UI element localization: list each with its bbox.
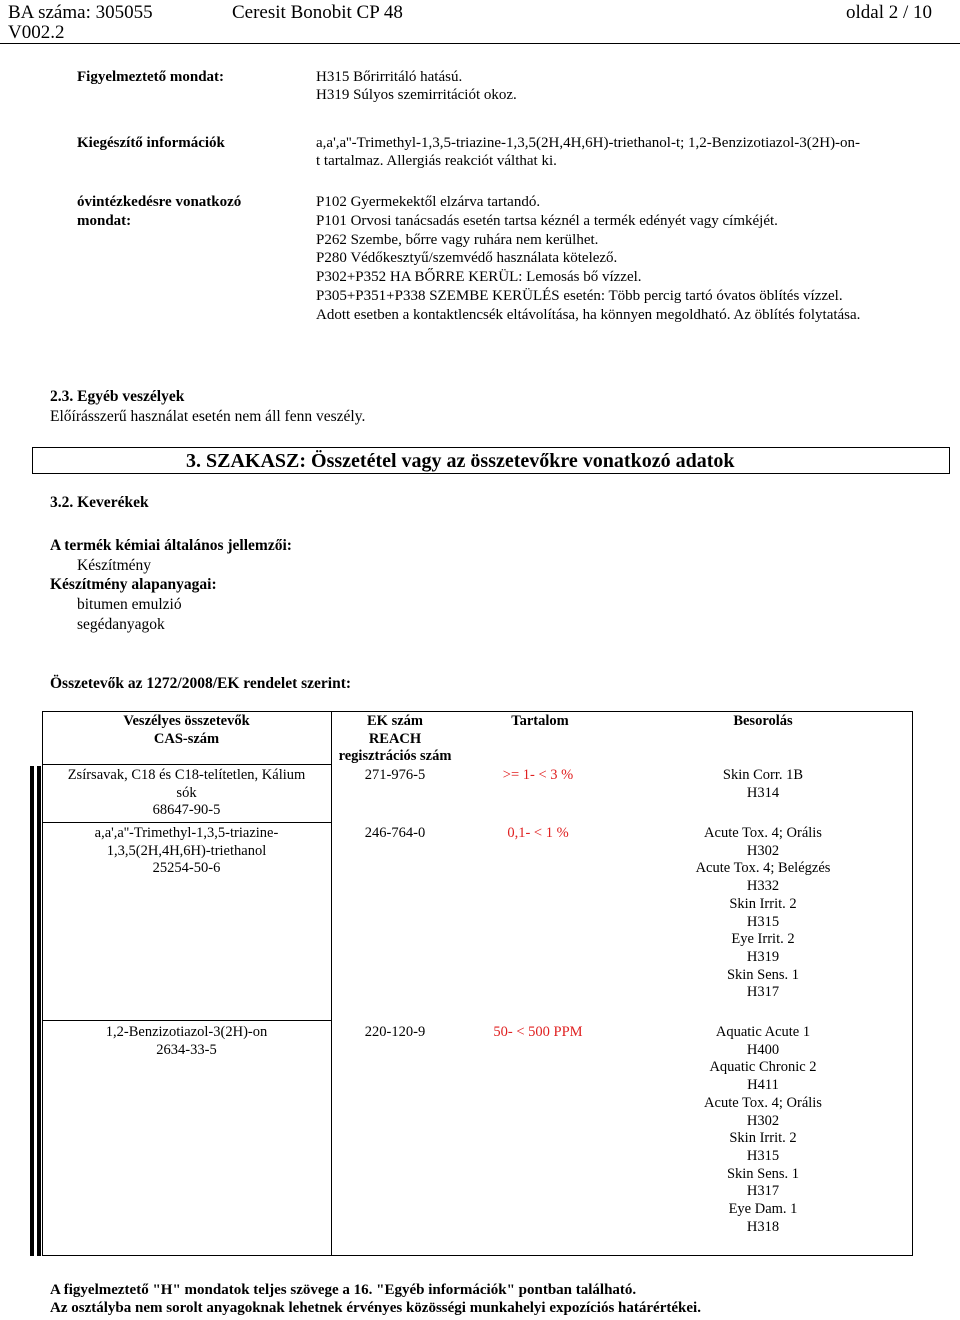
ek-number: 220-120-9: [364, 1024, 426, 1040]
header-content: [480, 713, 600, 731]
classification-line: Skin Sens. 1: [726, 966, 800, 983]
table-row-1-classification: [663, 767, 863, 802]
table-row-1-content: [478, 767, 598, 785]
header-ek-line: regisztrációs szám: [338, 748, 452, 765]
table-row-1-name: [42, 767, 331, 820]
content-range: 50- < 500 PPM: [493, 1024, 583, 1040]
header-component: [42, 713, 331, 748]
precaution-line: Adott esetben a kontaktlencsék eltávolítása, ha könnyen megoldható. Az öblítés folytatása.: [316, 306, 861, 323]
supplementary-text: [316, 134, 946, 170]
base-label: Készítmény alapanyagai:: [50, 576, 217, 594]
precaution-line: P305+P351+P338 SZEMBE KERÜLÉS esetén: Több percig tartó óvatos öblítés vízzel.: [316, 287, 843, 304]
change-bar: [37, 766, 41, 1256]
warning-line: H319 Súlyos szemirritációt okoz.: [316, 87, 517, 104]
classification-line: Aquatic Chronic 2: [709, 1059, 817, 1076]
table-row-3-classification: [663, 1024, 863, 1236]
table-row-1-ek: [335, 767, 455, 785]
version: V002.2: [8, 22, 65, 43]
classification-line: H302: [746, 1112, 780, 1129]
header-ek-line: REACH: [368, 730, 422, 747]
classification-line: H315: [746, 913, 780, 930]
table-row-2-name: [42, 825, 331, 878]
ek-number: 246-764-0: [364, 825, 426, 841]
classification-line: Eye Dam. 1: [728, 1201, 798, 1218]
classification-line: H317: [746, 1183, 780, 1200]
table-column-rule: [331, 711, 332, 1256]
section-3-title: 3. SZAKASZ: Összetétel vagy az összetevőkre vonatkozó adatok: [186, 450, 735, 472]
content-range: 0,1- < 1 %: [507, 825, 569, 841]
footer-line: A figyelmeztető "H" mondatok teljes szövege a 16. "Egyéb információk" pontban található.: [50, 1282, 637, 1298]
warning-label: Figyelmeztető mondat:: [77, 69, 225, 85]
ba-number: BA száma: 305055: [8, 2, 153, 23]
content-range: >= 1- < 3 %: [502, 767, 574, 783]
classification-line: H411: [747, 1077, 779, 1094]
row-rule: [42, 822, 331, 823]
header-rule: [0, 43, 960, 44]
precaution-label: [77, 193, 241, 231]
section-2-3: [50, 387, 365, 426]
section-2-3-title: 2.3. Egyéb veszélyek: [50, 388, 185, 405]
row-rule: [42, 1020, 331, 1021]
components-title: Összetevők az 1272/2008/EK rendelet szerint:: [50, 675, 352, 692]
product-name: Ceresit Bonobit CP 48: [232, 2, 403, 23]
component-name: a,a',a''-Trimethyl-1,3,5-triazine-: [94, 825, 279, 841]
precaution-line: P302+P352 HA BŐRRE KERÜL: Lemosás bő vízzel.: [316, 269, 642, 286]
precaution-line: P262 Szembe, bőrre vagy ruhára nem kerülhet.: [316, 231, 599, 248]
classification-line: Acute Tox. 4; Orális: [704, 1094, 822, 1111]
base-value: segédanyagok: [77, 615, 165, 633]
header-component-line: Veszélyes összetevők: [123, 713, 250, 729]
table-row-2-classification: [663, 825, 863, 1002]
footer-notes: [50, 1281, 701, 1317]
table-header-rule: [42, 764, 331, 765]
base-value: bitumen emulzió: [77, 596, 182, 614]
precaution-line: P280 Védőkesztyű/szemvédő használata kötelező.: [316, 250, 618, 267]
classification-line: Acute Tox. 4; Orális: [704, 825, 822, 841]
classification-line: H314: [746, 784, 780, 801]
table-row-3-ek: [335, 1024, 455, 1042]
component-name: 1,3,5(2H,4H,6H)-triethanol: [106, 842, 267, 859]
precaution-text: [316, 193, 946, 325]
chemical-characteristics: [50, 536, 292, 635]
warning-text: [316, 68, 946, 104]
component-name: 1,2-Benzizotiazol-3(2H)-on: [105, 1024, 268, 1040]
cas-number: 2634-33-5: [156, 1041, 217, 1058]
classification-line: H318: [746, 1218, 780, 1235]
section-2-3-text: Előírásszerű használat esetén nem áll fenn veszély.: [50, 407, 366, 425]
page-number: oldal 2 / 10: [846, 2, 933, 23]
classification-line: H332: [746, 878, 780, 895]
component-name: sók: [176, 784, 197, 801]
table-row-2-ek: [335, 825, 455, 843]
precaution-line: P102 Gyermekektől elzárva tartandó.: [316, 194, 541, 210]
classification-line: H315: [746, 1147, 780, 1164]
header-classification: [663, 713, 863, 731]
chem-value: Készítmény: [77, 556, 152, 574]
header-ek-line: EK szám: [367, 713, 423, 729]
classification-line: Skin Irrit. 2: [729, 1130, 797, 1147]
classification-line: H400: [746, 1041, 780, 1058]
cas-number: 68647-90-5: [152, 802, 221, 819]
precaution-label-line: óvintézkedésre vonatkozó: [77, 194, 242, 210]
supplementary-line: t tartalmaz. Allergiás reakciót válthat ki.: [316, 153, 557, 170]
component-name: Zsírsavak, C18 és C18-telítetlen, Kálium: [67, 767, 306, 783]
classification-line: H319: [746, 948, 780, 965]
classification-line: Acute Tox. 4; Belégzés: [695, 860, 831, 877]
classification-line: H302: [746, 842, 780, 859]
header-classification-line: Besorolás: [733, 713, 793, 729]
classification-line: Skin Corr. 1B: [722, 767, 804, 783]
precaution-label-line: mondat:: [77, 213, 132, 229]
table-row-2-content: [478, 825, 598, 843]
table-row-3-name: [42, 1024, 331, 1059]
warning-line: H315 Bőrirritáló hatású.: [316, 69, 463, 85]
classification-line: H317: [746, 984, 780, 1001]
classification-line: Skin Sens. 1: [726, 1165, 800, 1182]
subsection-3-2: 3.2. Keverékek: [50, 494, 149, 511]
cas-number: 25254-50-6: [152, 860, 221, 877]
supplementary-line: a,a',a''-Trimethyl-1,3,5-triazine-1,3,5(2H,4H,6H)-triethanol-t; 1,2-Benzizotiazol-3(2H)-on-: [316, 135, 861, 151]
header-content-line: Tartalom: [511, 713, 569, 729]
supplementary-label: Kiegészítő információk: [77, 135, 225, 151]
header-component-line: CAS-szám: [153, 730, 220, 747]
ek-number: 271-976-5: [364, 767, 426, 783]
classification-line: Eye Irrit. 2: [731, 931, 795, 948]
classification-line: Skin Irrit. 2: [729, 895, 797, 912]
table-row-3-content: [478, 1024, 598, 1042]
chem-label: A termék kémiai általános jellemzői:: [50, 537, 292, 554]
change-bar: [30, 766, 34, 1256]
header-ek: [335, 713, 455, 766]
classification-line: Aquatic Acute 1: [715, 1024, 811, 1040]
precaution-line: P101 Orvosi tanácsadás esetén tartsa kéznél a termék edényét vagy címkéjét.: [316, 212, 778, 229]
footer-line: Az osztályba nem sorolt anyagoknak lehetnek érvényes közösségi munkahelyi expozíciós határértékei.: [50, 1300, 701, 1316]
